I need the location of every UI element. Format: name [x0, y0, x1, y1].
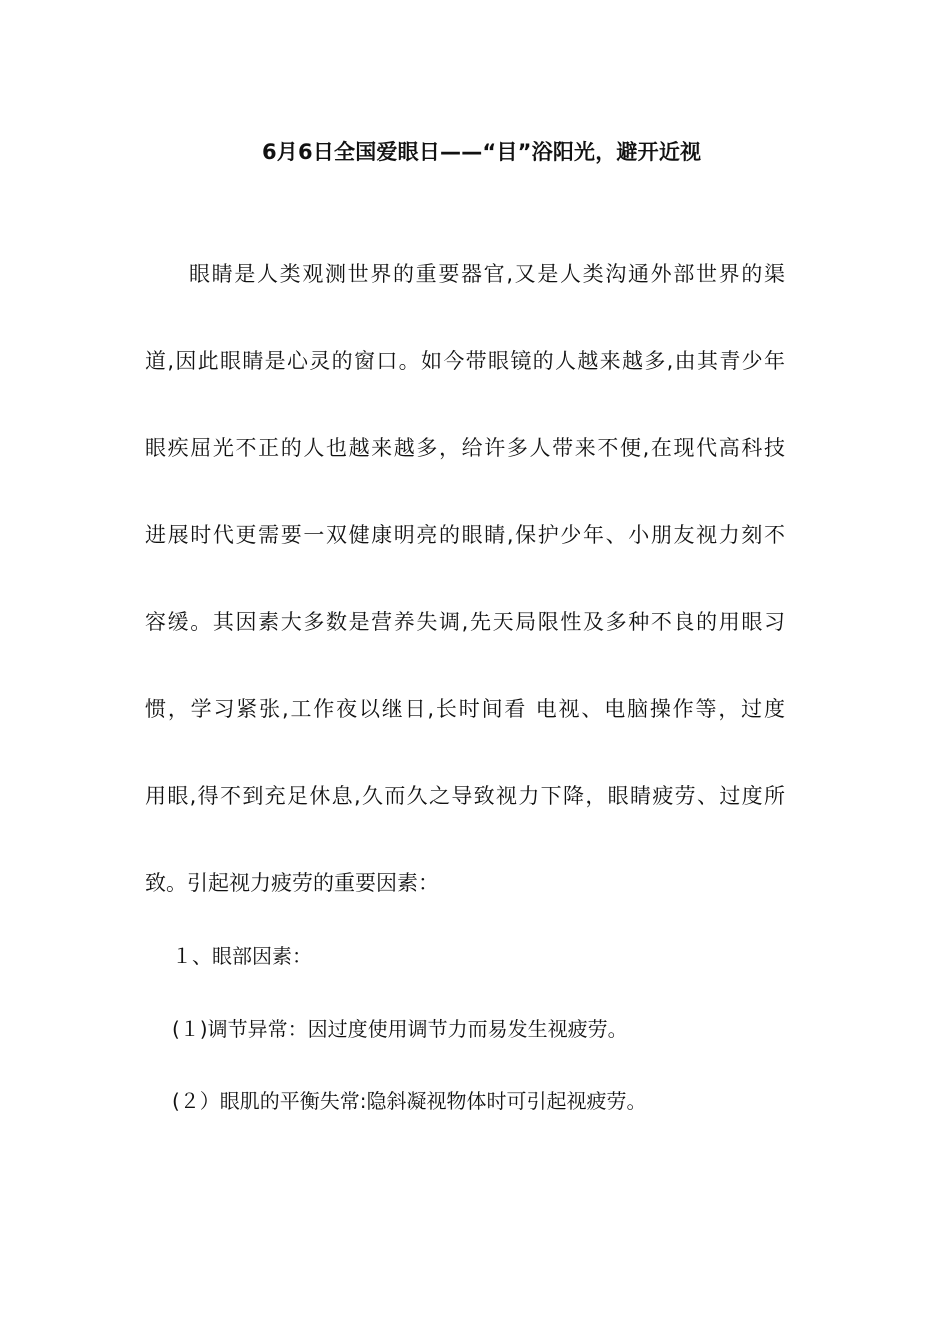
paragraph-line-7: 用眼,得不到充足休息,久而久之导致视力下降，眼睛疲劳、过度所	[145, 784, 785, 808]
document-title: 6月6日全国爱眼日——“目”浴阳光，避开近视	[262, 140, 702, 164]
paragraph-line-8: 致。引起视力疲劳的重要因素：	[145, 871, 439, 895]
paragraph-line-2: 道,因此眼睛是心灵的窗口。如今带眼镜的人越来越多,由其青少年	[145, 349, 785, 373]
paragraph-line-4: 进展时代更需要一双健康明亮的眼睛,保护少年、小朋友视力刻不	[145, 523, 785, 547]
section-heading: １、眼部因素：	[172, 944, 312, 968]
list-item-1: (１)调节异常：因过度使用调节力而易发生视疲劳。	[172, 1017, 628, 1041]
paragraph-line-1: 眼睛是人类观测世界的重要器官,又是人类沟通外部世界的渠	[189, 262, 785, 286]
paragraph-line-5: 容缓。其因素大多数是营养失调,先天局限性及多种不良的用眼习	[145, 610, 785, 634]
paragraph-line-3: 眼疾屈光不正的人也越来越多，给许多人带来不便,在现代高科技	[145, 436, 785, 460]
paragraph-line-6: 惯，学习紧张,工作夜以继日,长时间看 电视、电脑操作等，过度	[145, 697, 785, 721]
list-item-2: (２）眼肌的平衡失常:隐斜凝视物体时可引起视疲劳。	[172, 1089, 647, 1113]
